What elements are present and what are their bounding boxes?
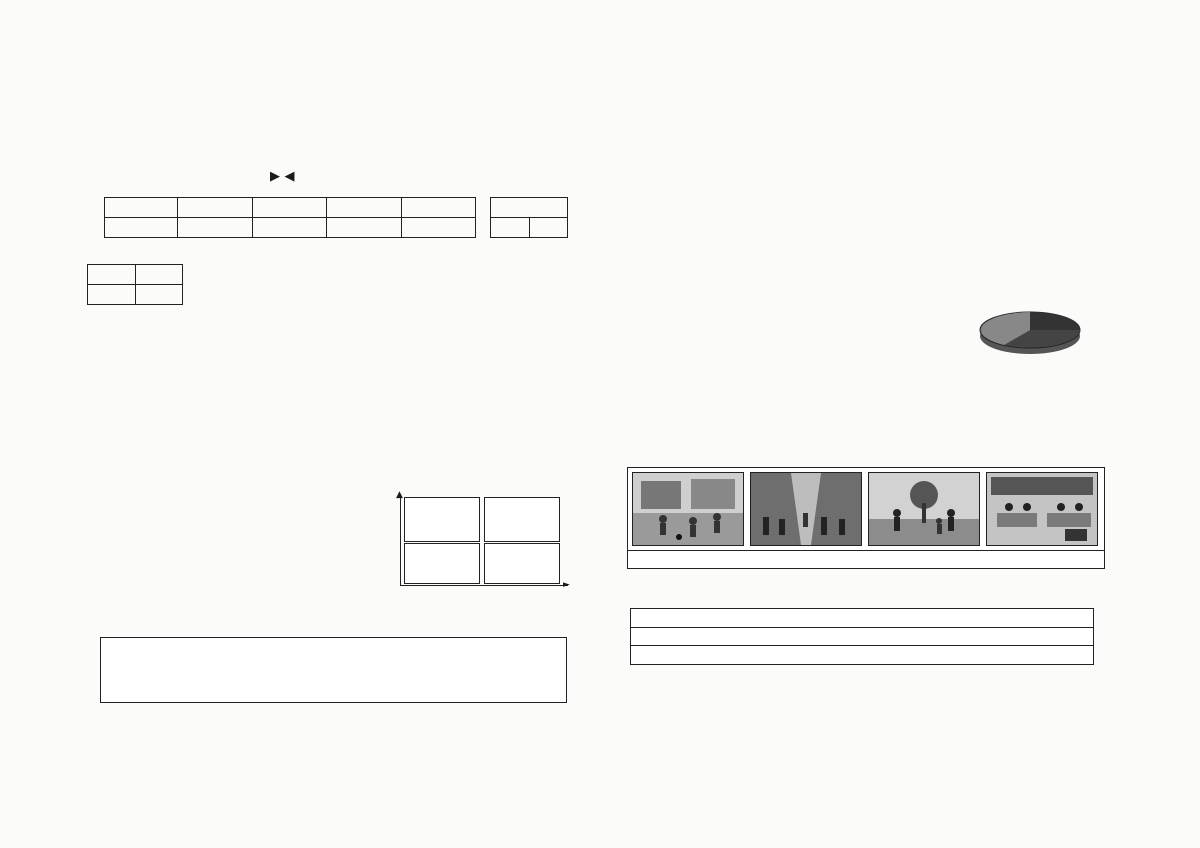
triangle-left-icon: ◀ xyxy=(284,169,295,184)
matrix-cell xyxy=(484,497,560,542)
score-table-col-label xyxy=(401,198,476,218)
pie-slice xyxy=(1030,312,1080,330)
q9-record-divider xyxy=(631,645,1093,646)
matrix-x-axis xyxy=(400,585,568,586)
q9-record-divider xyxy=(631,627,1093,628)
q6-pie-chart xyxy=(960,296,1100,368)
matrix-cell xyxy=(404,497,480,542)
score-table-col-label xyxy=(327,198,402,218)
seat-number-cell[interactable] xyxy=(529,218,568,238)
exam-scope xyxy=(270,170,295,184)
matrix-cell xyxy=(484,543,560,584)
matrix-cell xyxy=(404,543,480,584)
score-cell[interactable] xyxy=(178,218,253,238)
q9-record-box xyxy=(630,608,1094,665)
part1-score-box xyxy=(87,264,183,305)
score-table-row-label xyxy=(105,218,178,238)
score-table xyxy=(104,197,476,238)
q8-photo-street xyxy=(750,472,862,546)
part1-grader-label xyxy=(135,265,183,285)
q8-photo-soccer xyxy=(632,472,744,546)
part1-grader-cell[interactable] xyxy=(135,285,183,305)
seat-number-label xyxy=(491,198,568,218)
score-cell[interactable] xyxy=(401,218,476,238)
q8-photo-tree-planting xyxy=(868,472,980,546)
part1-score-cell[interactable] xyxy=(88,285,136,305)
q4-quote-box xyxy=(100,637,567,703)
q8-caption-divider xyxy=(628,550,1104,551)
seat-number-table xyxy=(490,197,568,238)
triangle-right-icon: ▶ xyxy=(270,169,280,184)
part1-score-label xyxy=(88,265,136,285)
score-table-row-label xyxy=(105,198,178,218)
matrix-y-arrow-icon: ▲ xyxy=(396,490,403,500)
q8-photo-strip xyxy=(627,467,1105,569)
matrix-y-axis xyxy=(400,494,401,586)
matrix-x-arrow-icon: ► xyxy=(563,580,570,590)
score-table-col-label xyxy=(252,198,327,218)
score-cell[interactable] xyxy=(327,218,402,238)
score-table-col-label xyxy=(178,198,253,218)
seat-number-cell[interactable] xyxy=(491,218,530,238)
q8-photo-restaurant xyxy=(986,472,1098,546)
score-cell[interactable] xyxy=(252,218,327,238)
